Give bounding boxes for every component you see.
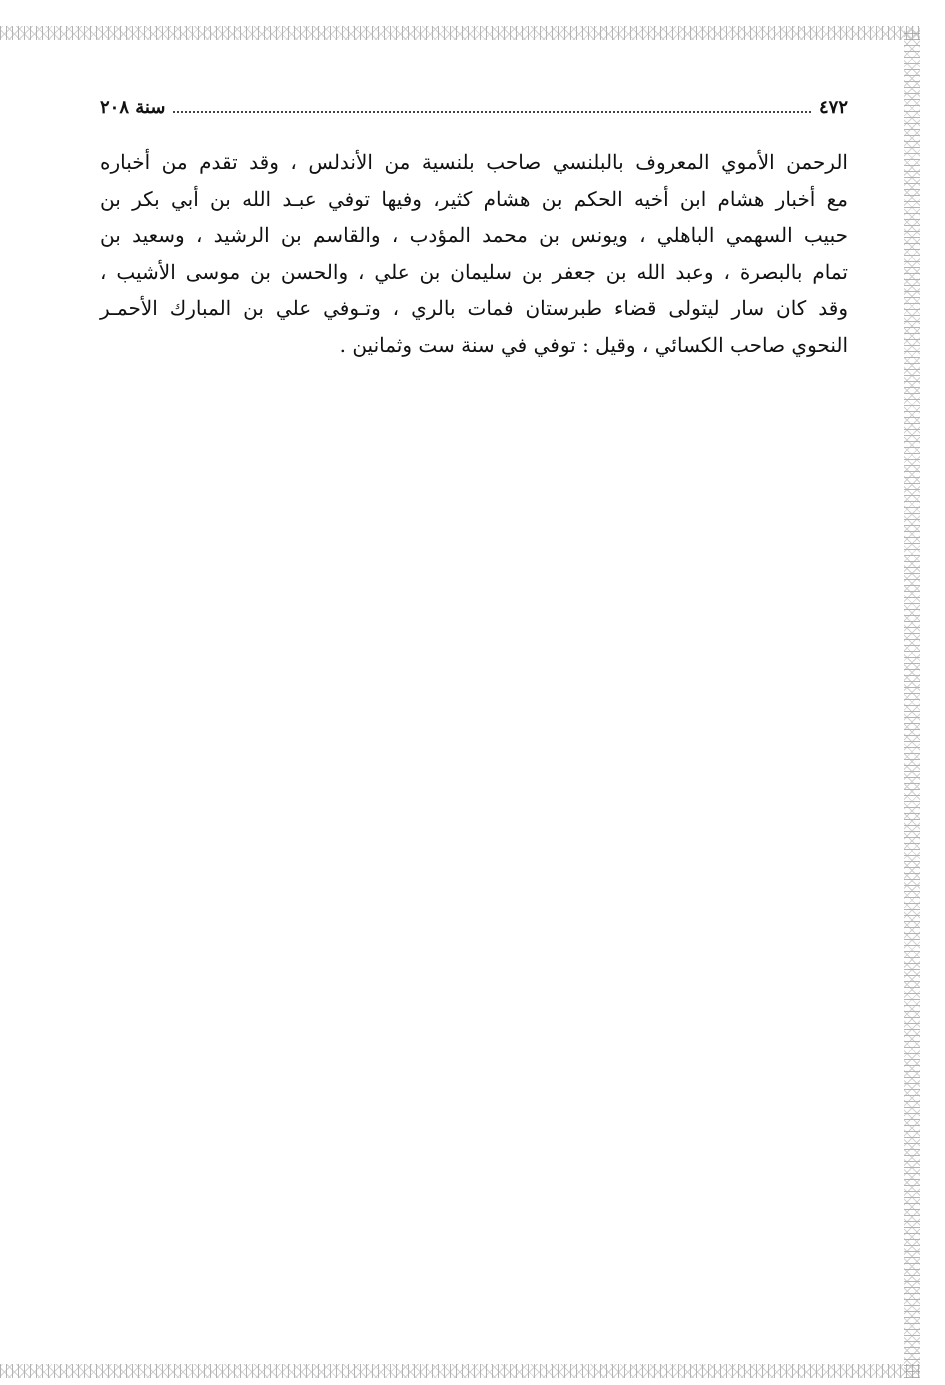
text-line: الرحمن الأموي المعروف بالبلنسي صاحب بلنسية من الأندلس ، وقد تقدم من أخباره xyxy=(100,150,848,174)
decorative-border-bottom xyxy=(0,1364,920,1378)
page-number: ٤٧٢ xyxy=(818,96,848,118)
running-header xyxy=(100,92,848,122)
decorative-border-right xyxy=(904,28,920,1378)
page-content xyxy=(100,92,848,363)
text-line: وقد كان سار ليتولى قضاء طبرستان فمات بالري ، وتـوفي علي بن المبارك الأحمـر xyxy=(100,296,848,320)
text-line: حبيب السهمي الباهلي ، ويونس بن محمد المؤدب ، والقاسم بن الرشيد ، وسعيد بن xyxy=(100,223,848,247)
text-line: تمام بالبصرة ، وعبد الله بن جعفر بن سليمان بن علي ، والحسن بن موسى الأشيب ، xyxy=(100,259,848,284)
decorative-border-top xyxy=(0,26,920,40)
dot-leader xyxy=(173,111,811,113)
running-title: سنة ٢٠٨ xyxy=(100,96,166,118)
text-line: النحوي صاحب الكسائي ، وقيل : توفي في سنة ست وثمانين . xyxy=(339,332,848,357)
text-line: مع أخبار هشام ابن أخيه الحكم بن هشام كثير، وفيها توفي عبـد الله بن أبي بكر بن xyxy=(100,186,848,211)
body-paragraph xyxy=(100,144,848,363)
